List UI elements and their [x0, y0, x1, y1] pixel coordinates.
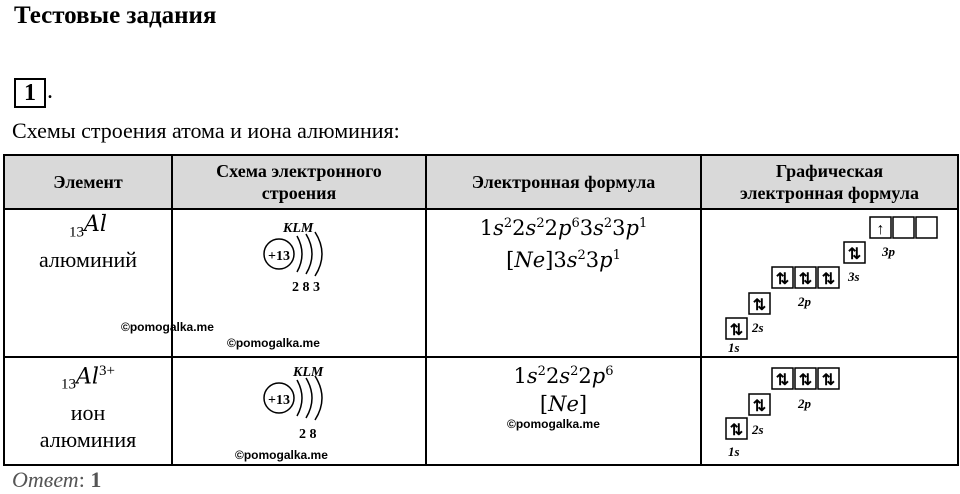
formula-superscript: 2: [570, 364, 579, 379]
shell-letters: KLM: [293, 365, 324, 380]
electron-formula-short: [427, 242, 700, 274]
header-formula: Электронная формула: [426, 155, 701, 209]
formula-term: 3: [612, 216, 626, 240]
cell-scheme-ion: [172, 357, 426, 465]
element-symbol: $_{13}$Al: [69, 212, 107, 241]
formula-term: 2: [545, 364, 560, 388]
task-intro: Схемы строения атома и иона алюминия:: [12, 118, 400, 143]
formula-term: s: [493, 216, 504, 240]
orbital-label: 2s: [752, 422, 764, 437]
electron-pair-arrows: ⇅: [847, 246, 862, 263]
shell-arc-m: [315, 376, 322, 420]
orbital-label: 3s: [848, 269, 860, 284]
formula-term: p: [591, 364, 606, 388]
watermark: ©pomogalka.me: [235, 448, 328, 462]
formula-term: s: [525, 216, 537, 240]
formula-term: 3: [585, 248, 600, 272]
formula-superscript: 6: [571, 216, 580, 231]
formula-term: [: [539, 392, 549, 416]
shell-arc-l: [306, 234, 312, 274]
element-name: алюминий: [38, 247, 138, 273]
answer-line: Ответ: 1: [12, 467, 102, 492]
electron-pair-arrows: ⇅: [752, 297, 767, 314]
formula-term: s: [566, 248, 578, 272]
formula-term: p: [599, 248, 613, 272]
orbital-label: 2p: [798, 294, 811, 309]
formula-term: ]: [578, 392, 588, 416]
cell-scheme-atom: [172, 209, 426, 357]
orbital-label: 1s: [728, 340, 740, 355]
ion-symbol: $_{13}Al^{3+}$: [61, 363, 115, 393]
electron-formula-full: [427, 210, 700, 242]
atom-shell-diagram: [173, 210, 427, 356]
formula-term: 3: [579, 216, 594, 240]
formula-superscript: 2: [536, 216, 545, 231]
formula-term: p: [557, 216, 572, 240]
formula-term: ]3: [545, 248, 567, 272]
orbital-cell: [893, 217, 914, 238]
electron-pair-arrows: ⇅: [729, 322, 744, 339]
formula-term: 2: [544, 216, 558, 240]
formula-superscript: 1: [612, 248, 621, 263]
orbital-label: 1s: [728, 444, 740, 459]
ion-name-line1: ион: [70, 399, 106, 425]
orbital-cell: [916, 217, 937, 238]
table-row-aluminium-atom: [4, 209, 958, 357]
orbital-label: 2p: [798, 396, 811, 411]
shell-arc-k: [297, 380, 302, 416]
formula-term: 2: [512, 216, 526, 240]
electron-counts: 2 8: [299, 427, 317, 442]
header-scheme: Схема электронного строения: [172, 155, 426, 209]
formula-superscript: 2: [603, 216, 613, 231]
orbital-diagram: [702, 210, 959, 356]
cell-formula-atom: [426, 209, 701, 357]
formula-term: s: [526, 364, 538, 388]
task-number-dot: .: [47, 78, 53, 104]
ion-orbital-diagram: [702, 358, 959, 464]
electron-pair-arrows: ⇅: [798, 271, 813, 288]
electron-pair-arrows: ⇅: [729, 422, 744, 439]
nucleus-charge: +13: [268, 393, 290, 408]
electron-formula-full: [427, 358, 700, 390]
electron-pair-arrows: ⇅: [775, 372, 790, 389]
structure-table: [3, 154, 959, 466]
electron-pair-arrows: ⇅: [798, 372, 813, 389]
shell-arc-k: [297, 236, 302, 272]
formula-superscript: 1: [638, 216, 648, 231]
cell-graphic-ion: [701, 357, 958, 465]
header-graphic: Графическая электронная формула: [701, 155, 958, 209]
watermark: ©pomogalka.me: [507, 417, 600, 431]
cell-element-ion: [4, 357, 172, 465]
electron-pair-arrows: ⇅: [821, 372, 836, 389]
page-title: Тестовые задания: [14, 2, 217, 29]
shell-arc-m: [315, 232, 322, 276]
ion-name-line2: алюминия: [39, 426, 137, 452]
formula-term: s: [559, 364, 571, 388]
formula-superscript: 6: [605, 364, 614, 379]
orbital-label: 3p: [882, 244, 895, 259]
formula-term: 1: [513, 364, 527, 388]
electron-arrow: ↑: [876, 221, 885, 238]
shell-arc-l: [306, 378, 312, 418]
watermark: ©pomogalka.me: [227, 336, 320, 350]
table-header-row: [4, 155, 958, 209]
electron-pair-arrows: ⇅: [821, 271, 836, 288]
formula-term: 2: [578, 364, 592, 388]
cell-graphic-atom: [701, 209, 958, 357]
formula-term: [: [506, 248, 515, 272]
electron-counts: 2 8 3: [292, 280, 320, 295]
formula-superscript: 2: [537, 364, 546, 379]
header-element: Элемент: [4, 155, 172, 209]
electron-pair-arrows: ⇅: [752, 398, 767, 415]
table-row-aluminium-ion: [4, 357, 958, 465]
formula-term: 1: [479, 216, 494, 240]
task-number: 1: [14, 78, 46, 108]
cell-formula-ion: [426, 357, 701, 465]
formula-term: p: [625, 216, 639, 240]
watermark: ©pomogalka.me: [121, 320, 214, 334]
formula-superscript: 2: [577, 248, 586, 263]
nucleus-charge: +13: [268, 249, 290, 264]
formula-term: Ne: [548, 392, 579, 416]
cell-element-atom: [4, 209, 214, 357]
shell-letters: KLM: [283, 221, 314, 236]
electron-pair-arrows: ⇅: [775, 271, 790, 288]
formula-term: s: [593, 216, 604, 240]
formula-superscript: 2: [503, 216, 513, 231]
formula-term: Ne: [514, 248, 546, 272]
orbital-label: 2s: [752, 320, 764, 335]
